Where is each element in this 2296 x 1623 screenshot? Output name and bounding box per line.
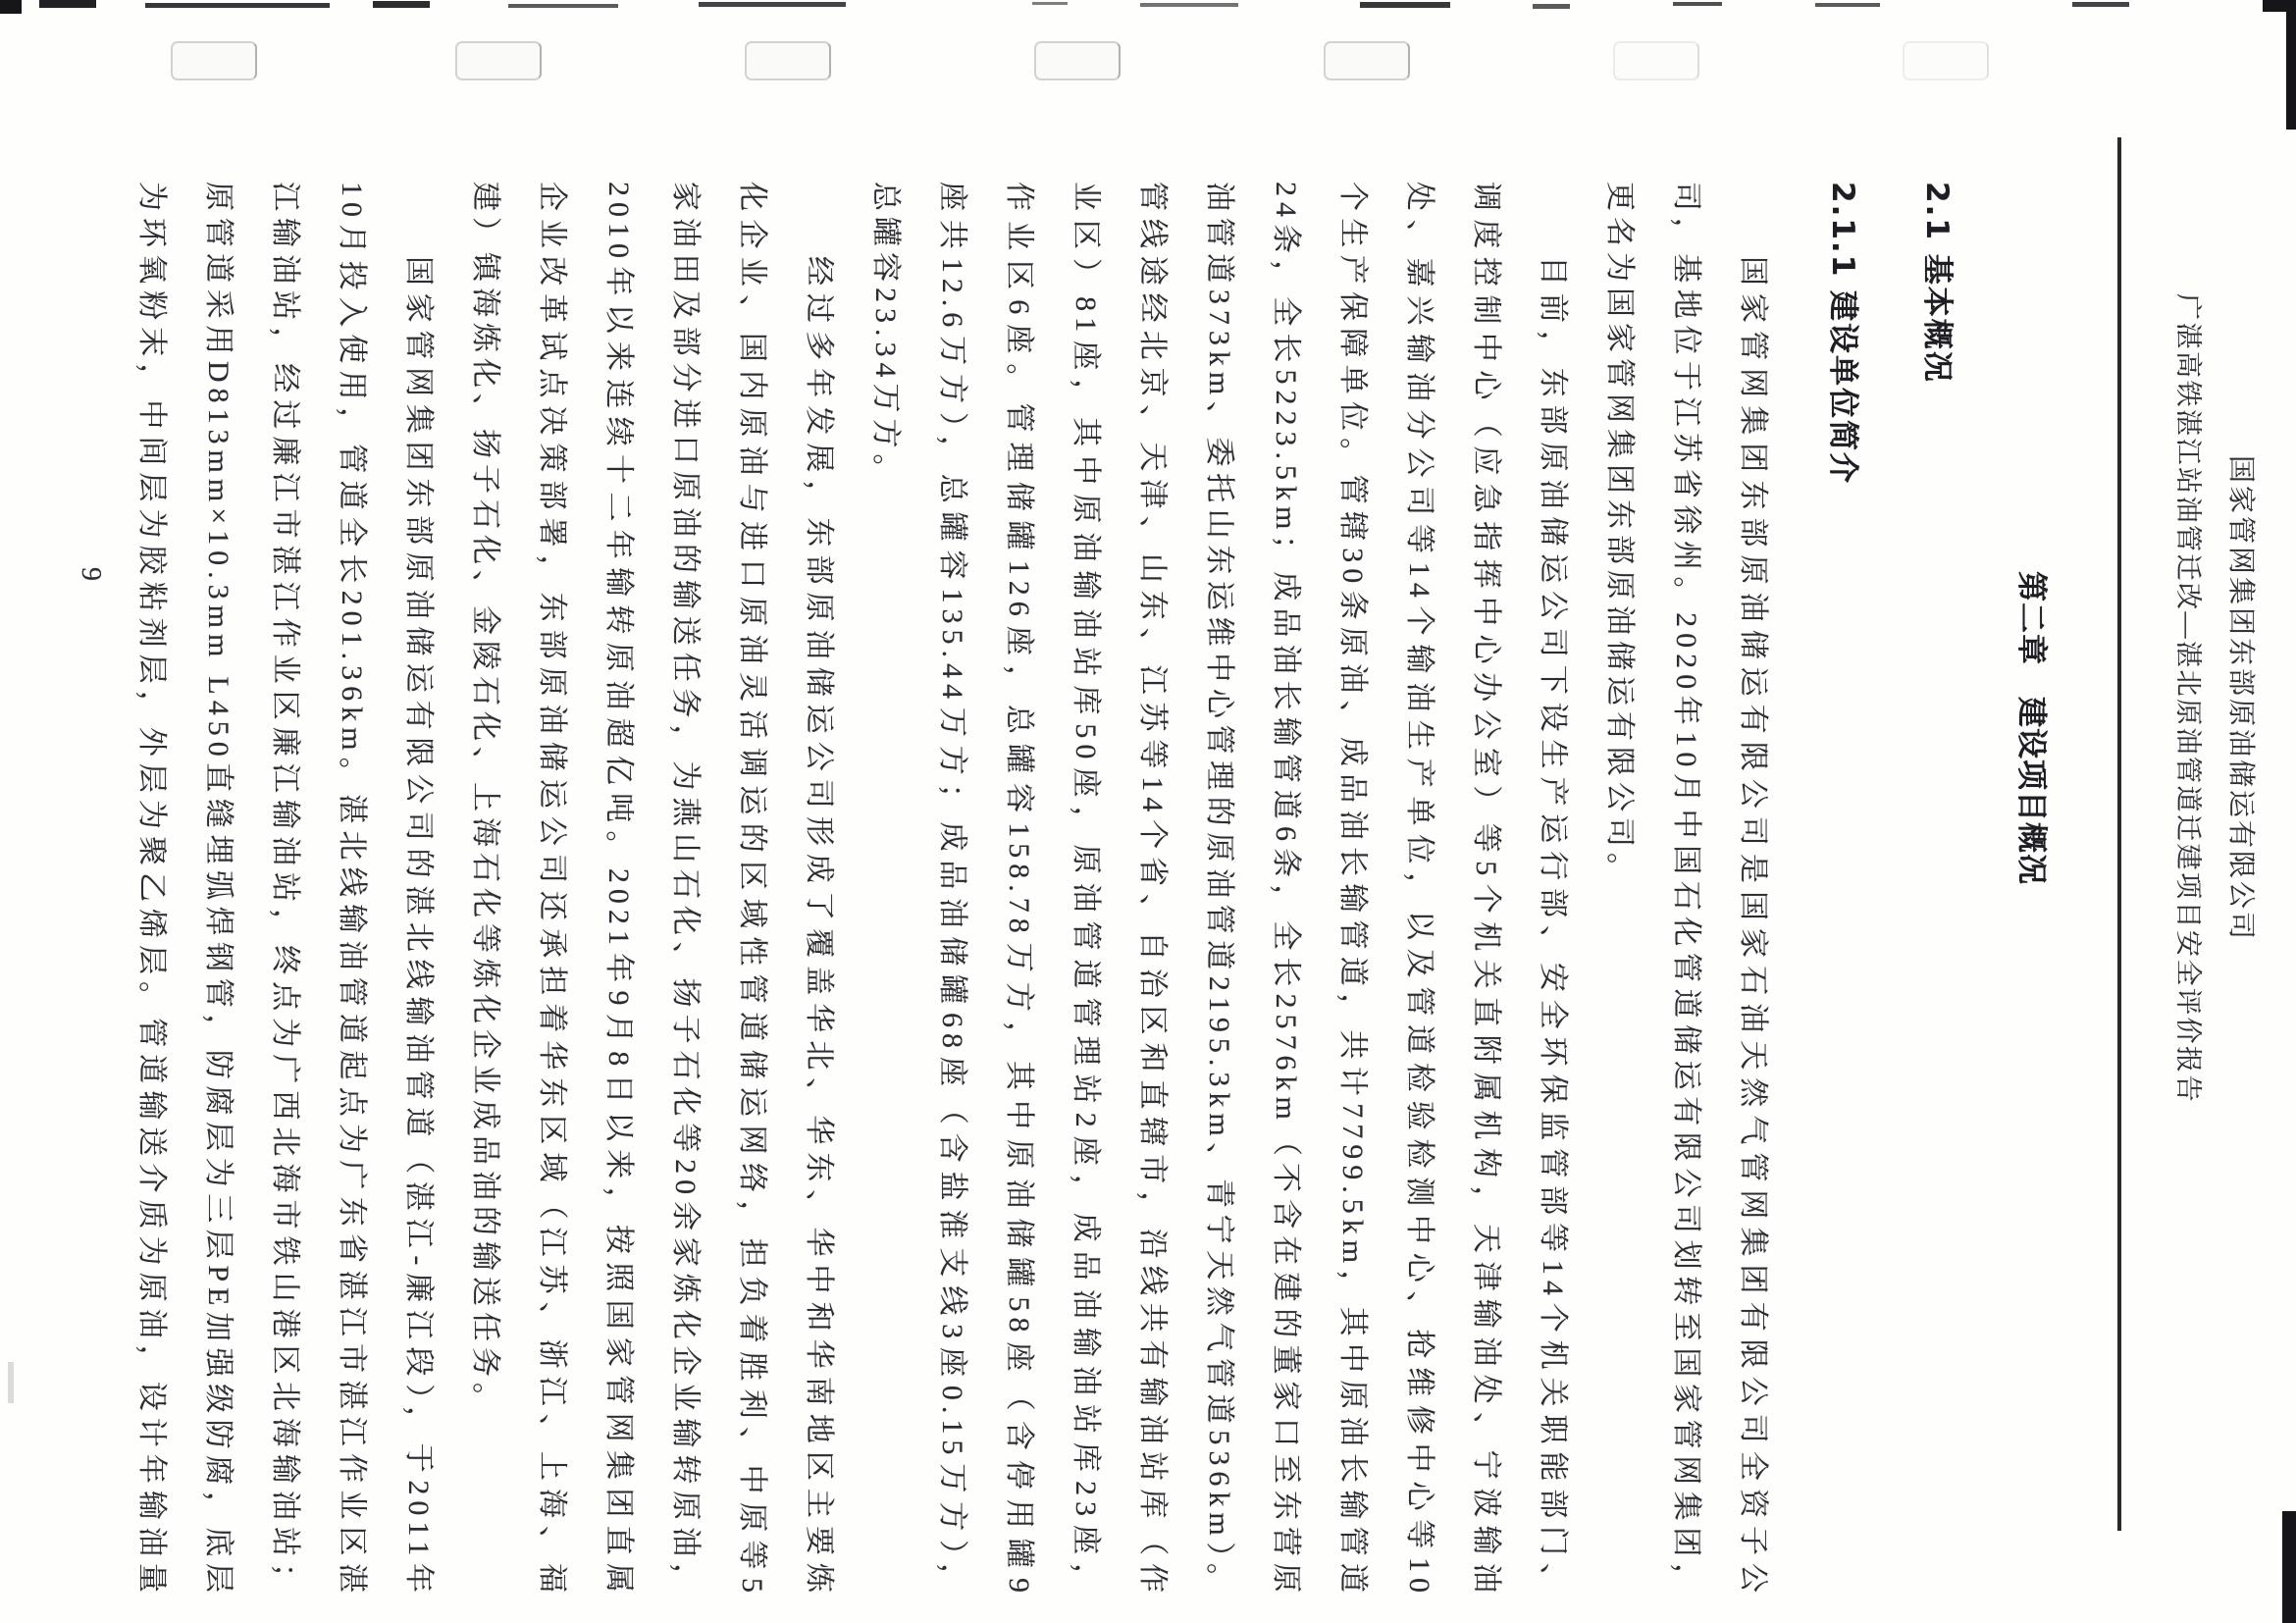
body-line: 化企业、国内原油与进口原油灵活调运的区域性管道储运网络，担负着胜利、中原等5	[736, 182, 768, 1598]
body-line: 国家管网集团东部原油储运有限公司的湛北线输油管道（湛江-廉江段），于2011年	[402, 256, 435, 1598]
punch-hole-shadow	[1903, 41, 1989, 80]
body-line: 个生产保障单位。管辖30条原油、成品油长输管道，共计7799.5km，其中原油长输管道	[1336, 182, 1369, 1598]
body-line: 企业改革试点决策部署，东部原油储运公司还承担着华东区域（江苏、浙江、上海、福	[536, 182, 568, 1598]
scan-edge-mark	[8, 1362, 14, 1403]
header-rule	[2117, 137, 2121, 1531]
body-line: 作业区6座。管理储罐126座，总罐容158.78万方，其中原油储罐58座（含停用罐9	[1003, 182, 1035, 1598]
body-line: 建）镇海炼化、扬子石化、金陵石化、上海石化等炼化企业成品油的输送任务。	[469, 182, 501, 1418]
scan-edge-mark	[0, 0, 22, 14]
scan-edge-mark	[2072, 2, 2129, 7]
scan-edge-mark	[508, 4, 618, 8]
punch-hole-shadow	[455, 41, 542, 80]
scan-edge-mark	[699, 2, 846, 7]
body-line: 国家管网集团东部原油储运有限公司是国家石油天然气管网集团有限公司全资子公	[1737, 256, 1769, 1598]
body-line: 管线途经北京、天津、山东、江苏等14个省、自治区和直辖市，沿线共有输油站库（作	[1136, 182, 1169, 1598]
body-line: 目前，东部原油储运公司下设生产运行部、安全环保监管部等14个机关职能部门、	[1537, 256, 1569, 1598]
scan-edge-mark	[1533, 4, 1570, 9]
body-line: 总罐容23.34万方。	[869, 182, 902, 490]
punch-hole-shadow	[1324, 41, 1410, 80]
body-line: 为环氧粉末，中间层为胶粘剂层，外层为聚乙烯层。管道输送介质为原油，设计年输油量	[135, 182, 168, 1598]
body-line: 10月投入使用，管道全长201.36km。湛北线输油管道起点为广东省湛江市湛江作业区湛	[336, 182, 368, 1598]
scan-edge-mark	[1140, 3, 1238, 7]
body-line: 原管道采用D813mm×10.3mm L450直缝埋弧焊钢管，防腐层为三层PE加强级防腐，底层	[202, 182, 235, 1598]
body-text-block	[118, 182, 1786, 1598]
header-report-title: 广湛高铁湛江站油管迁改—湛北原油管道迁建项目安全评价报告	[2173, 293, 2203, 1104]
header-company-name: 国家管网集团东部原油储运有限公司	[2225, 454, 2256, 942]
body-line: 业区）81座，其中原油输油站库50座，原油管道管理站2座，成品油输油站库23座，	[1070, 182, 1102, 1598]
page-number: 9	[76, 567, 106, 581]
section-heading-2-1: 2.1 基本概况	[1919, 182, 1955, 384]
punch-hole-shadow	[1613, 41, 1699, 80]
scan-edge-mark	[1815, 3, 1880, 7]
body-line: 24条，全长5223.5km；成品油长输管道6条，全长2576km（不含在建的董家口至东营原	[1270, 182, 1302, 1598]
body-line: 经过多年发展，东部原油储运公司形成了覆盖华北、华东、华中和华南地区主要炼	[803, 256, 835, 1598]
body-line: 座共12.6万方），总罐容135.44万方；成品油储罐68座（含盐淮支线3座0.15万方），	[936, 182, 968, 1598]
punch-hole-shadow	[171, 41, 257, 80]
scan-edge-mark	[1032, 2, 1068, 5]
scan-edge-mark	[1360, 2, 1450, 8]
body-line: 江输油站，经过廉江市湛江作业区廉江输油站，终点为广西北海市铁山港区北海输油站；	[269, 182, 301, 1598]
section-heading-2-1-1: 2.1.1 建设单位简介	[1825, 182, 1860, 486]
body-line: 油管道373km、委托山东运维中心管理的原油管道2195.3km、青宁天然气管道536km）。	[1203, 182, 1235, 1598]
body-line: 司，基地位于江苏省徐州。2020年10月中国石化管道储运有限公司划转至国家管网集团，	[1670, 182, 1702, 1598]
scan-edge-mark	[2282, 1511, 2296, 1623]
chapter-title: 第二章 建设项目概况	[2013, 571, 2049, 885]
scan-edge-mark	[145, 3, 330, 8]
body-line: 家油田及部分进口原油的输送任务，为燕山石化、扬子石化等20余家炼化企业输转原油，	[669, 182, 702, 1598]
scan-edge-mark	[2286, 0, 2296, 130]
scan-edge-mark	[39, 0, 96, 8]
body-line: 处、嘉兴输油分公司等14个输油生产单位，以及管道检验检测中心、抢维修中心等10	[1403, 182, 1435, 1598]
body-line: 2010年以来连续十二年输转原油超亿吨。2021年9月8日以来，按照国家管网集团直属	[602, 182, 635, 1598]
punch-hole-shadow	[1034, 41, 1121, 80]
punch-hole-shadow	[745, 41, 831, 80]
scan-edge-mark	[1673, 2, 1722, 6]
body-line: 更名为国家管网集团东部原油储运有限公司。	[1603, 182, 1636, 888]
body-line: 调度控制中心（应急指挥中心办公室）等5个机关直附属机构，天津输油处、宁波输油	[1470, 182, 1502, 1598]
scan-edge-mark	[373, 1, 430, 8]
